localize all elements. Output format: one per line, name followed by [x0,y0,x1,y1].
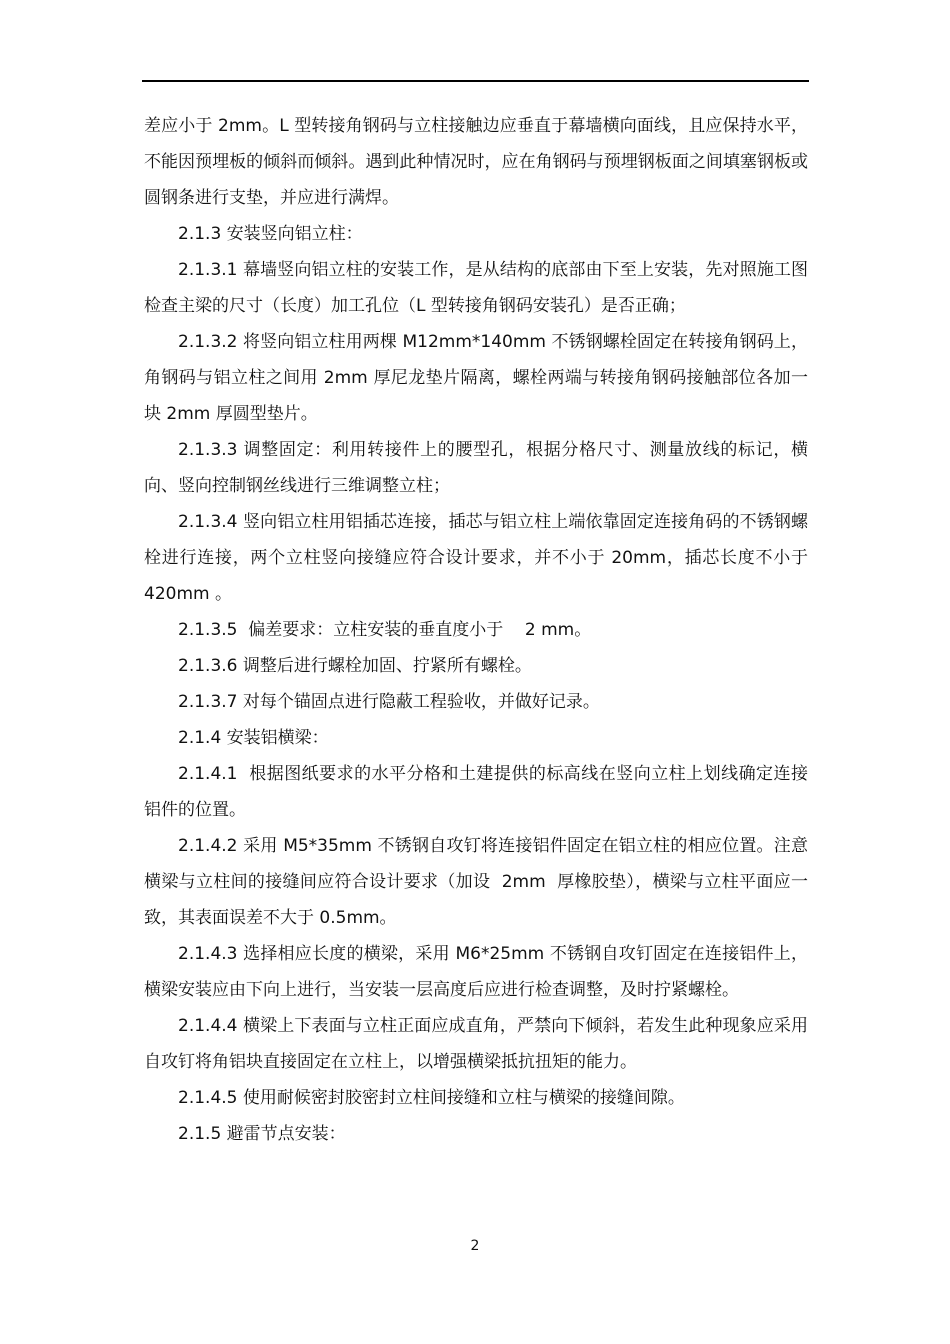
paragraph-2-1-3-4: 2.1.3.4 竖向铝立柱用铝插芯连接，插芯与铝立柱上端依靠固定连接角码的不锈钢螺栓进行连接，两个立柱竖向接缝应符合设计要求，并不小于 20mm，插芯长度不小于 420mm 。 [144,512,819,604]
paragraph-2-1-3-1: 2.1.3.1 幕墙竖向铝立柱的安装工作，是从结构的底部由下至上安装，先对照施工图检查主梁的尺寸（长度）加工孔位（L 型转接角钢码安装孔）是否正确； [144,260,808,316]
heading-2-1-3: 2.1.3 安装竖向铝立柱： [178,224,363,244]
paragraph-2-1-4-3: 2.1.4.3 选择相应长度的横梁，采用 M6*25mm 不锈钢自攻钉固定在连接铝件上，横梁安装应由下向上进行，当安装一层高度后应进行检查调整，及时拧紧螺栓。 [144,944,808,1000]
page-number: 2 [470,1238,480,1254]
paragraph-2-1-4-5: 2.1.4.5 使用耐候密封胶密封立柱间接缝和立柱与横梁的接缝间隙。 [178,1088,685,1108]
paragraph-2-1-3-2: 2.1.3.2 将竖向铝立柱用两棵 M12mm*140mm 不锈钢螺栓固定在转接角钢码上，角钢码与铝立柱之间用 2mm 厚尼龙垫片隔离，螺栓两端与转接角钢码接触部位各加一块 2mm 厚圆型垫片。 [144,332,808,424]
paragraph-continuation: 差应小于 2mm。L 型转接角钢码与立柱接触边应垂直于幕墙横向面线，且应保持水平，不能因预埋板的倾斜而倾斜。遇到此种情况时，应在角钢码与预埋钢板面之间填塞钢板或圆钢条进行支垫，并应进行满焊。 [144,116,808,208]
paragraph-2-1-4-4: 2.1.4.4 横梁上下表面与立柱正面应成直角，严禁向下倾斜，若发生此种现象应采用自攻钉将角铝块直接固定在立柱上，以增强横梁抵抗扭矩的能力。 [144,1016,808,1072]
document-body [144,108,819,1152]
header-rule [142,80,809,82]
paragraph-2-1-4-2: 2.1.4.2 采用 M5*35mm 不锈钢自攻钉将连接铝件固定在铝立柱的相应位置。注意横梁与立柱间的接缝间应符合设计要求（加设 2mm 厚橡胶垫），横梁与立柱平面应一致，其表面误差不大于 0.5mm。 [144,836,808,928]
paragraph-2-1-3-5: 2.1.3.5 偏差要求：立柱安装的垂直度小于 2 mm。 [178,620,592,640]
paragraph-2-1-4-1: 2.1.4.1 根据图纸要求的水平分格和土建提供的标高线在竖向立柱上划线确定连接铝件的位置。 [144,764,808,820]
paragraph-2-1-3-7: 2.1.3.7 对每个锚固点进行隐蔽工程验收，并做好记录。 [178,692,600,712]
paragraph-2-1-3-6: 2.1.3.6 调整后进行螺栓加固、拧紧所有螺栓。 [178,656,532,676]
heading-2-1-4: 2.1.4 安装铝横梁： [178,728,329,748]
paragraph-2-1-3-3: 2.1.3.3 调整固定：利用转接件上的腰型孔，根据分格尺寸、测量放线的标记，横向、竖向控制钢丝线进行三维调整立柱； [144,440,808,496]
heading-2-1-5: 2.1.5 避雷节点安装： [178,1124,346,1144]
